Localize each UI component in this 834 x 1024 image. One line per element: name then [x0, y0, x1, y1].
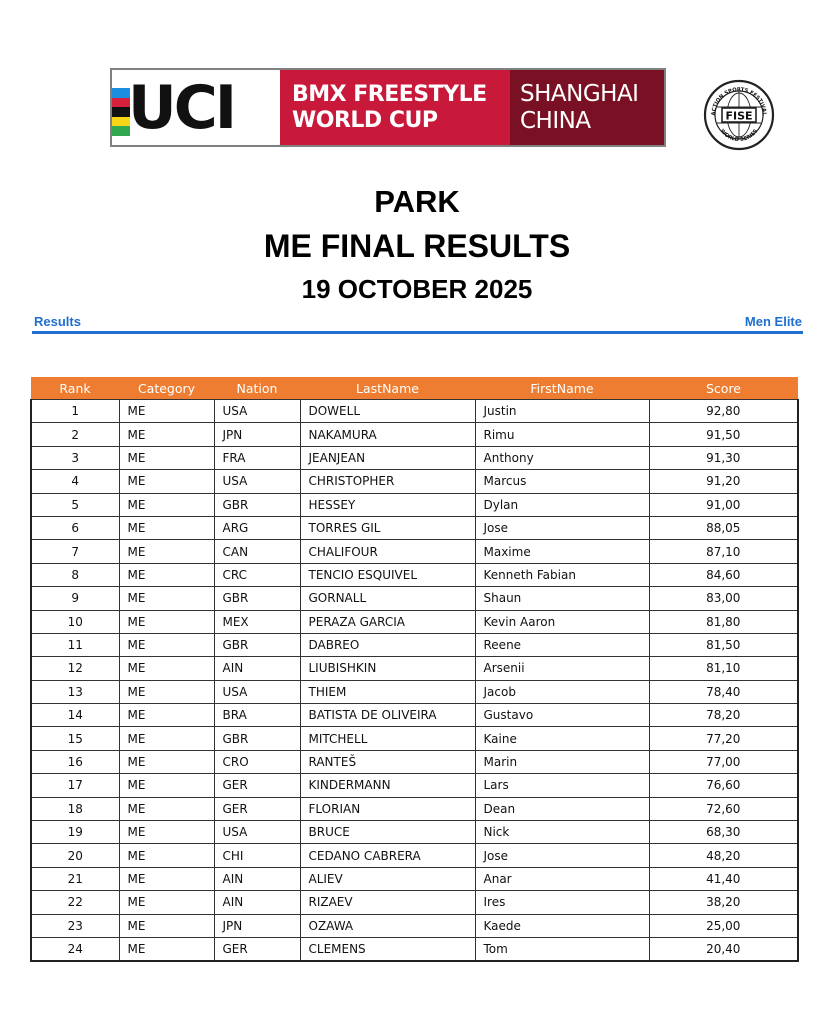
- column-header-rank: Rank: [31, 377, 119, 400]
- table-header-row: [31, 377, 798, 400]
- event-name-line2: WORLD CUP: [292, 107, 438, 133]
- table-row: [31, 727, 798, 750]
- cell-nation: CHI: [214, 844, 300, 867]
- cell-firstname: Kaede: [475, 914, 649, 937]
- cell-rank: 20: [31, 844, 119, 867]
- cell-score: 76,60: [649, 774, 798, 797]
- cell-rank: 23: [31, 914, 119, 937]
- table-row: [31, 867, 798, 890]
- cell-nation: JPN: [214, 423, 300, 446]
- cell-category: ME: [119, 657, 214, 680]
- cell-score: 78,20: [649, 704, 798, 727]
- cell-nation: GBR: [214, 633, 300, 656]
- cell-nation: GBR: [214, 727, 300, 750]
- cell-rank: 6: [31, 516, 119, 539]
- cell-score: 20,40: [649, 937, 798, 961]
- cell-score: 38,20: [649, 891, 798, 914]
- table-row: [31, 423, 798, 446]
- table-row: [31, 493, 798, 516]
- event-name-line1: BMX FREESTYLE: [292, 81, 487, 107]
- cell-firstname: Kaine: [475, 727, 649, 750]
- table-row: [31, 821, 798, 844]
- cell-nation: GER: [214, 937, 300, 961]
- cell-nation: FRA: [214, 446, 300, 469]
- cell-score: 41,40: [649, 867, 798, 890]
- cell-rank: 22: [31, 891, 119, 914]
- fise-badge-bottom-path: WORLD SERIES: [718, 128, 760, 144]
- cell-firstname: Anar: [475, 867, 649, 890]
- cell-category: ME: [119, 633, 214, 656]
- cell-firstname: Jacob: [475, 680, 649, 703]
- cell-rank: 3: [31, 446, 119, 469]
- cell-category: ME: [119, 774, 214, 797]
- cell-lastname: TORRES GIL: [300, 516, 475, 539]
- column-header-nation: Nation: [214, 377, 300, 400]
- cell-category: ME: [119, 423, 214, 446]
- cell-firstname: Jose: [475, 516, 649, 539]
- cell-nation: AIN: [214, 867, 300, 890]
- results-table-body: [31, 400, 798, 962]
- cell-score: 81,50: [649, 633, 798, 656]
- cell-firstname: Shaun: [475, 587, 649, 610]
- cell-lastname: CHRISTOPHER: [300, 470, 475, 493]
- cell-lastname: HESSEY: [300, 493, 475, 516]
- cell-category: ME: [119, 610, 214, 633]
- cell-firstname: Rimu: [475, 423, 649, 446]
- cell-nation: USA: [214, 470, 300, 493]
- cell-category: ME: [119, 563, 214, 586]
- column-header-category: Category: [119, 377, 214, 400]
- table-row: [31, 610, 798, 633]
- fise-badge-logo: [703, 79, 775, 151]
- cell-category: ME: [119, 587, 214, 610]
- table-row: [31, 563, 798, 586]
- cell-category: ME: [119, 540, 214, 563]
- cell-rank: 18: [31, 797, 119, 820]
- cell-category: ME: [119, 516, 214, 539]
- event-logo-banner: [110, 68, 666, 147]
- cell-nation: CRO: [214, 750, 300, 773]
- table-row: [31, 774, 798, 797]
- cell-category: ME: [119, 891, 214, 914]
- cell-score: 68,30: [649, 821, 798, 844]
- cell-nation: USA: [214, 680, 300, 703]
- cell-firstname: Dylan: [475, 493, 649, 516]
- table-row: [31, 446, 798, 469]
- cell-rank: 10: [31, 610, 119, 633]
- table-row: [31, 797, 798, 820]
- cell-firstname: Ires: [475, 891, 649, 914]
- table-row: [31, 587, 798, 610]
- cell-firstname: Kevin Aaron: [475, 610, 649, 633]
- cell-nation: BRA: [214, 704, 300, 727]
- cell-category: ME: [119, 867, 214, 890]
- results-heading: ME FINAL RESULTS: [263, 228, 571, 264]
- cell-firstname: Justin: [475, 400, 649, 423]
- cell-score: 88,05: [649, 516, 798, 539]
- cell-rank: 4: [31, 470, 119, 493]
- cell-rank: 1: [31, 400, 119, 423]
- cell-nation: GER: [214, 774, 300, 797]
- cell-lastname: DABREO: [300, 633, 475, 656]
- cell-rank: 21: [31, 867, 119, 890]
- fise-badge-top-path: ACTION SPORTS FESTIVAL: [710, 86, 768, 116]
- table-row: [31, 657, 798, 680]
- event-city: SHANGHAI: [520, 80, 639, 107]
- cell-firstname: Marcus: [475, 470, 649, 493]
- cell-score: 81,80: [649, 610, 798, 633]
- cell-lastname: JEANJEAN: [300, 446, 475, 469]
- cell-lastname: DOWELL: [300, 400, 475, 423]
- cell-nation: MEX: [214, 610, 300, 633]
- event-date: 19 OCTOBER 2025: [301, 274, 533, 304]
- cell-nation: AIN: [214, 891, 300, 914]
- cell-score: 91,00: [649, 493, 798, 516]
- cell-nation: USA: [214, 821, 300, 844]
- table-row: [31, 914, 798, 937]
- cell-rank: 7: [31, 540, 119, 563]
- cell-lastname: OZAWA: [300, 914, 475, 937]
- cell-firstname: Lars: [475, 774, 649, 797]
- cell-lastname: CEDANO CABRERA: [300, 844, 475, 867]
- table-row: [31, 937, 798, 961]
- cell-firstname: Tom: [475, 937, 649, 961]
- cell-lastname: BRUCE: [300, 821, 475, 844]
- cell-category: ME: [119, 704, 214, 727]
- cell-firstname: Nick: [475, 821, 649, 844]
- table-row: [31, 704, 798, 727]
- event-name-block: [280, 70, 510, 145]
- cell-lastname: PERAZA GARCIA: [300, 610, 475, 633]
- cell-rank: 13: [31, 680, 119, 703]
- cell-rank: 5: [31, 493, 119, 516]
- table-row: [31, 400, 798, 423]
- cell-score: 48,20: [649, 844, 798, 867]
- cell-rank: 16: [31, 750, 119, 773]
- table-row: [31, 516, 798, 539]
- cell-firstname: Anthony: [475, 446, 649, 469]
- table-row: [31, 891, 798, 914]
- cell-lastname: TENCIO ESQUIVEL: [300, 563, 475, 586]
- cell-rank: 2: [31, 423, 119, 446]
- uci-wordmark: UCI: [128, 73, 235, 143]
- cell-rank: 24: [31, 937, 119, 961]
- cell-firstname: Gustavo: [475, 704, 649, 727]
- column-header-score: Score: [649, 377, 798, 400]
- table-row: [31, 470, 798, 493]
- cell-rank: 15: [31, 727, 119, 750]
- cell-nation: GBR: [214, 587, 300, 610]
- cell-lastname: THIEM: [300, 680, 475, 703]
- event-location-block: [510, 70, 664, 145]
- results-label: Results: [34, 314, 81, 329]
- cell-lastname: CHALIFOUR: [300, 540, 475, 563]
- header-divider: [32, 331, 803, 334]
- cell-lastname: LIUBISHKIN: [300, 657, 475, 680]
- cell-category: ME: [119, 750, 214, 773]
- cell-category: ME: [119, 727, 214, 750]
- cell-score: 77,00: [649, 750, 798, 773]
- cell-score: 91,20: [649, 470, 798, 493]
- cell-lastname: MITCHELL: [300, 727, 475, 750]
- cell-nation: GER: [214, 797, 300, 820]
- cell-nation: CRC: [214, 563, 300, 586]
- cell-score: 25,00: [649, 914, 798, 937]
- table-row: [31, 750, 798, 773]
- cell-category: ME: [119, 797, 214, 820]
- cell-lastname: GORNALL: [300, 587, 475, 610]
- cell-lastname: FLORIAN: [300, 797, 475, 820]
- cell-score: 91,30: [649, 446, 798, 469]
- cell-nation: CAN: [214, 540, 300, 563]
- cell-nation: AIN: [214, 657, 300, 680]
- cell-firstname: Arsenii: [475, 657, 649, 680]
- cell-score: 72,60: [649, 797, 798, 820]
- cell-rank: 19: [31, 821, 119, 844]
- fise-badge-center-text: FISE: [725, 109, 753, 123]
- cell-score: 92,80: [649, 400, 798, 423]
- cell-category: ME: [119, 470, 214, 493]
- table-row: [31, 680, 798, 703]
- cell-nation: JPN: [214, 914, 300, 937]
- column-header-lastname: LastName: [300, 377, 475, 400]
- cell-score: 83,00: [649, 587, 798, 610]
- cell-firstname: Jose: [475, 844, 649, 867]
- cell-category: ME: [119, 680, 214, 703]
- cell-category: ME: [119, 446, 214, 469]
- event-country: CHINA: [520, 107, 591, 134]
- cell-score: 91,50: [649, 423, 798, 446]
- cell-firstname: Kenneth Fabian: [475, 563, 649, 586]
- discipline-title: PARK: [374, 184, 460, 219]
- cell-score: 84,60: [649, 563, 798, 586]
- category-label: Men Elite: [744, 314, 802, 329]
- cell-category: ME: [119, 821, 214, 844]
- table-row: [31, 844, 798, 867]
- cell-category: ME: [119, 937, 214, 961]
- cell-lastname: ALIEV: [300, 867, 475, 890]
- cell-score: 78,40: [649, 680, 798, 703]
- cell-category: ME: [119, 493, 214, 516]
- cell-firstname: Reene: [475, 633, 649, 656]
- cell-lastname: CLEMENS: [300, 937, 475, 961]
- uci-logo: [112, 70, 280, 145]
- cell-lastname: RIZAEV: [300, 891, 475, 914]
- cell-nation: GBR: [214, 493, 300, 516]
- cell-rank: 14: [31, 704, 119, 727]
- cell-category: ME: [119, 914, 214, 937]
- cell-lastname: KINDERMANN: [300, 774, 475, 797]
- cell-firstname: Dean: [475, 797, 649, 820]
- cell-lastname: NAKAMURA: [300, 423, 475, 446]
- results-table: [30, 377, 799, 962]
- cell-rank: 12: [31, 657, 119, 680]
- cell-score: 77,20: [649, 727, 798, 750]
- cell-lastname: RANTEŠ: [300, 750, 475, 773]
- cell-nation: USA: [214, 400, 300, 423]
- cell-rank: 11: [31, 633, 119, 656]
- column-header-firstname: FirstName: [475, 377, 649, 400]
- cell-nation: ARG: [214, 516, 300, 539]
- cell-category: ME: [119, 844, 214, 867]
- table-row: [31, 633, 798, 656]
- cell-rank: 17: [31, 774, 119, 797]
- cell-firstname: Marin: [475, 750, 649, 773]
- cell-firstname: Maxime: [475, 540, 649, 563]
- cell-rank: 9: [31, 587, 119, 610]
- cell-category: ME: [119, 400, 214, 423]
- cell-lastname: BATISTA DE OLIVEIRA: [300, 704, 475, 727]
- cell-rank: 8: [31, 563, 119, 586]
- cell-score: 87,10: [649, 540, 798, 563]
- cell-score: 81,10: [649, 657, 798, 680]
- table-row: [31, 540, 798, 563]
